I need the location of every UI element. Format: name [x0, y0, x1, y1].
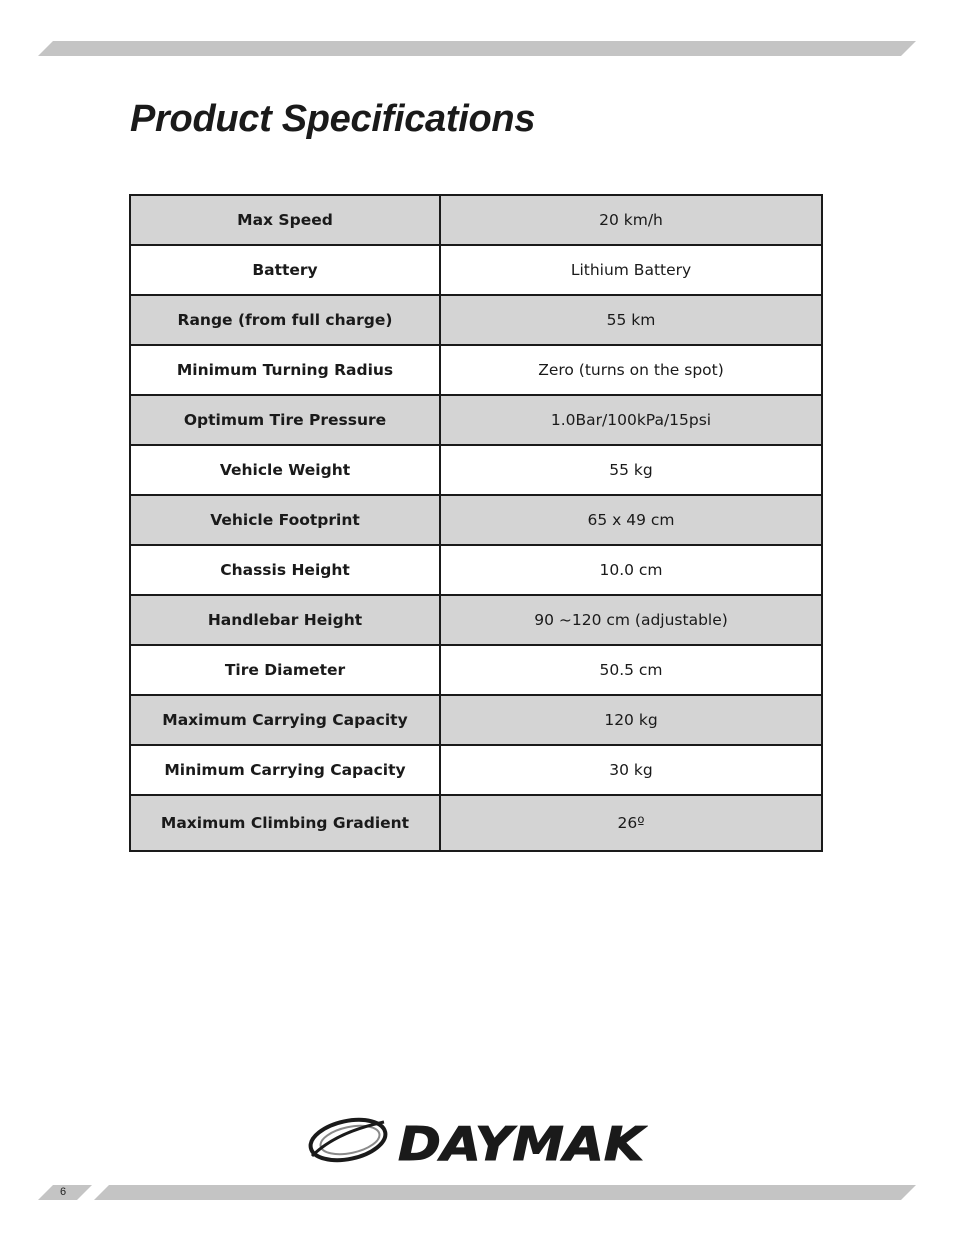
- spec-label: Battery: [130, 245, 440, 295]
- logo-wordmark: DAYMAK: [398, 1117, 648, 1168]
- spec-value: 26º: [440, 795, 822, 851]
- table-row: [130, 745, 822, 795]
- spec-label: Range (from full charge): [130, 295, 440, 345]
- spec-label: Chassis Height: [130, 545, 440, 595]
- spec-value: 90 ~120 cm (adjustable): [440, 595, 822, 645]
- spec-value: 20 km/h: [440, 195, 822, 245]
- table-row: [130, 195, 822, 245]
- spec-label: Tire Diameter: [130, 645, 440, 695]
- spec-value: 1.0Bar/100kPa/15psi: [440, 395, 822, 445]
- daymak-logo: [306, 1112, 648, 1168]
- spec-label: Minimum Carrying Capacity: [130, 745, 440, 795]
- table-row: [130, 795, 822, 851]
- spec-value: 50.5 cm: [440, 645, 822, 695]
- spec-label: Maximum Climbing Gradient: [130, 795, 440, 851]
- spec-value: 55 km: [440, 295, 822, 345]
- spec-label: Vehicle Footprint: [130, 495, 440, 545]
- page-title: Product Specifications: [130, 98, 536, 140]
- spec-value: 65 x 49 cm: [440, 495, 822, 545]
- spec-value: 10.0 cm: [440, 545, 822, 595]
- table-row: [130, 345, 822, 395]
- spec-label: Optimum Tire Pressure: [130, 395, 440, 445]
- spec-label: Minimum Turning Radius: [130, 345, 440, 395]
- header-decorative-bar: [38, 41, 916, 56]
- table-row: [130, 395, 822, 445]
- spec-value: 120 kg: [440, 695, 822, 745]
- spec-label: Handlebar Height: [130, 595, 440, 645]
- spec-label: Vehicle Weight: [130, 445, 440, 495]
- table-row: [130, 645, 822, 695]
- table-row: [130, 245, 822, 295]
- page-number: 6: [60, 1186, 67, 1198]
- table-row: [130, 545, 822, 595]
- spec-table: [129, 194, 823, 852]
- table-row: [130, 695, 822, 745]
- table-row: [130, 595, 822, 645]
- table-row: [130, 495, 822, 545]
- footer-decorative-bar: [94, 1185, 916, 1200]
- table-row: [130, 445, 822, 495]
- spec-value: 55 kg: [440, 445, 822, 495]
- spec-label: Maximum Carrying Capacity: [130, 695, 440, 745]
- spec-value: Zero (turns on the spot): [440, 345, 822, 395]
- spec-label: Max Speed: [130, 195, 440, 245]
- spec-value: Lithium Battery: [440, 245, 822, 295]
- table-row: [130, 295, 822, 345]
- spec-value: 30 kg: [440, 745, 822, 795]
